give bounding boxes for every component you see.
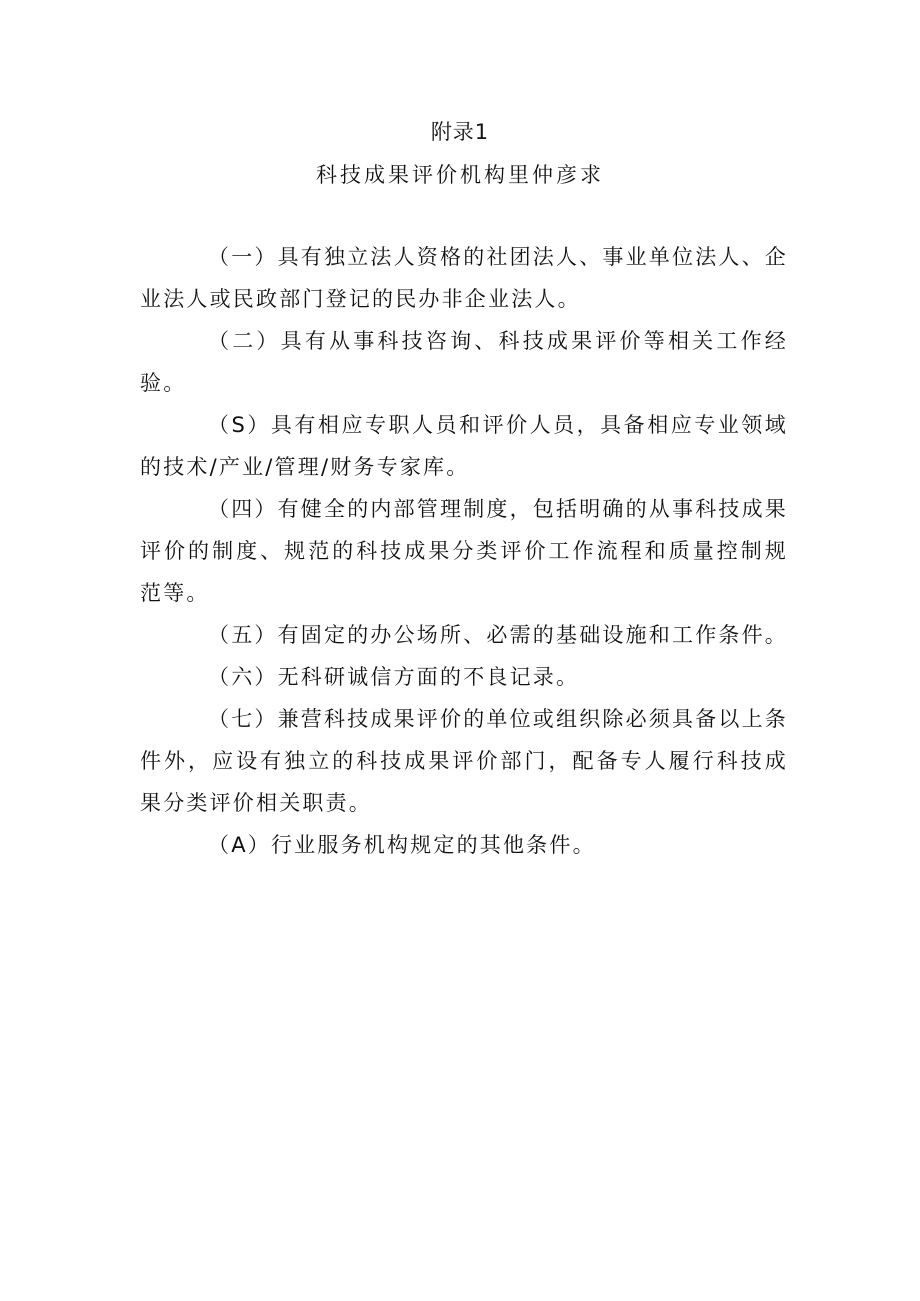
paragraph-4: （四）有健全的内部管理制度，包括明确的从事科技成果评价的制度、规范的科技成果分类评价工作流程和质量控制规范等。: [140, 497, 788, 605]
paragraph-5: （五）有固定的办公场所、必需的基础设施和工作条件。: [208, 623, 788, 647]
paragraph-8: （A）行业服务机构规定的其他条件。: [208, 833, 596, 857]
paragraph-3: （S）具有相应专职人员和评价人员，具备相应专业领域的技术/产业/管理/财务专家库。: [140, 413, 788, 479]
paragraph-6: （六）无科研诚信方面的不良记录。: [208, 665, 580, 689]
appendix-label: 附录1: [430, 120, 490, 144]
paragraph-1: （一）具有独立法人资格的社团法人、事业单位法人、企业法人或民政部门登记的民办非企业法人。: [140, 245, 788, 311]
document-body: [140, 236, 788, 866]
paragraph-2: （二）具有从事科技咨询、科技成果评价等相关工作经验。: [140, 329, 788, 395]
document-title: 科技成果评价机构里仲彦求: [316, 163, 604, 187]
paragraph-7: （七）兼营科技成果评价的单位或组织除必须具备以上条件外，应设有独立的科技成果评价部门，配备专人履行科技成果分类评价相关职责。: [140, 707, 788, 815]
